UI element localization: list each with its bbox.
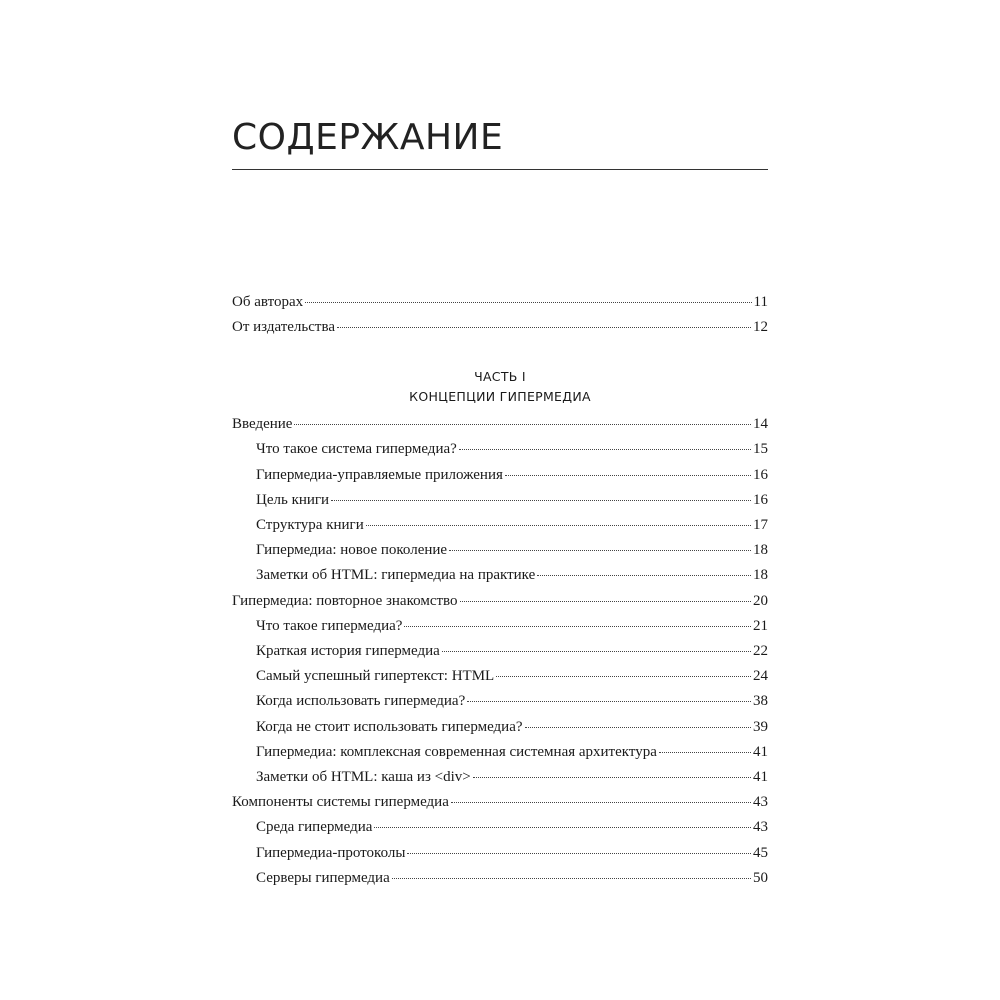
toc-page-number: 41: [753, 769, 768, 785]
toc-entry-label: От издательства: [232, 319, 336, 335]
toc-entry-label: Об авторах: [232, 294, 304, 310]
dot-leader: [442, 651, 751, 652]
toc-page-number: 22: [753, 643, 768, 659]
toc-page-number: 43: [753, 794, 768, 810]
toc-section[interactable]: [256, 515, 768, 535]
toc-entry-label: Структура книги: [256, 517, 364, 533]
toc-section[interactable]: [256, 666, 768, 686]
toc-page-number: 20: [753, 593, 768, 609]
toc-chapter-hypermedia-reintroduction[interactable]: [232, 591, 768, 611]
toc-section[interactable]: [256, 641, 768, 661]
toc-entry-label: Краткая история гипермедиа: [256, 643, 440, 659]
dot-leader: [467, 701, 751, 702]
toc-page-number: 38: [753, 693, 768, 709]
dot-leader: [392, 878, 751, 879]
toc-section[interactable]: [256, 540, 768, 560]
toc-entry-label: Цель книги: [256, 492, 330, 508]
toc-entry-label: Среда гипермедиа: [256, 819, 373, 835]
dot-leader: [331, 500, 751, 501]
toc-section[interactable]: [256, 439, 768, 459]
toc-entry-label: Когда использовать гипермедиа?: [256, 693, 466, 709]
dot-leader: [505, 475, 751, 476]
toc-chapter-introduction[interactable]: [232, 414, 768, 434]
toc-page-number: 15: [753, 441, 768, 457]
toc-entry-label: Когда не стоит использовать гипермедиа?: [256, 719, 523, 735]
dot-leader: [404, 626, 751, 627]
toc-section[interactable]: [256, 817, 768, 837]
toc-entry-label: Гипермедиа: комплексная современная системная архитектура: [256, 744, 657, 760]
toc-page-number: 16: [753, 467, 768, 483]
toc-entry-label: Компоненты системы гипермедиа: [232, 794, 449, 810]
toc-section[interactable]: [256, 565, 768, 585]
toc-entry-label: Самый успешный гипертекст: HTML: [256, 668, 495, 684]
toc-page-number: 24: [753, 668, 768, 684]
toc-section[interactable]: [256, 843, 768, 863]
toc-entry-label: Гипермедиа-управляемые приложения: [256, 467, 503, 483]
dot-leader: [525, 727, 751, 728]
toc-entry-about-authors[interactable]: [232, 292, 768, 312]
toc-page-number: 39: [753, 719, 768, 735]
toc-section[interactable]: [256, 717, 768, 737]
toc-page-number: 43: [753, 819, 768, 835]
toc-entry-label: Что такое гипермедиа?: [256, 618, 403, 634]
dot-leader: [496, 676, 751, 677]
dot-leader: [374, 827, 751, 828]
dot-leader: [366, 525, 751, 526]
dot-leader: [294, 424, 751, 425]
toc-section[interactable]: [256, 465, 768, 485]
dot-leader: [460, 601, 751, 602]
toc-page-number: 45: [753, 845, 768, 861]
toc-section[interactable]: [256, 616, 768, 636]
title-divider: [232, 169, 768, 170]
dot-leader: [659, 752, 751, 753]
part-number: ЧАСТЬ I: [474, 369, 526, 384]
toc-entry-label: Серверы гипермедиа: [256, 870, 390, 886]
dot-leader: [449, 550, 751, 551]
toc-section[interactable]: [256, 742, 768, 762]
toc-page-number: 18: [753, 567, 768, 583]
toc-page-number: 12: [753, 319, 768, 335]
toc-entry-from-publisher[interactable]: [232, 317, 768, 337]
toc-section[interactable]: [256, 490, 768, 510]
part-title: КОНЦЕПЦИИ ГИПЕРМЕДИА: [409, 389, 591, 404]
toc-page-number: 14: [753, 416, 768, 432]
toc-entry-label: Заметки об HTML: каша из <div>: [256, 769, 471, 785]
toc-entry-label: Что такое система гипермедиа?: [256, 441, 457, 457]
toc-page-number: 17: [753, 517, 768, 533]
toc-page-number: 41: [753, 744, 768, 760]
toc-entry-label: Гипермедиа-протоколы: [256, 845, 406, 861]
toc-page-number: 11: [753, 294, 768, 310]
toc-section[interactable]: [256, 767, 768, 787]
toc-section[interactable]: [256, 868, 768, 888]
toc-page-number: 18: [753, 542, 768, 558]
dot-leader: [459, 449, 751, 450]
toc-entry-label: Гипермедиа: новое поколение: [256, 542, 448, 558]
toc-entry-label: Гипермедиа: повторное знакомство: [232, 593, 458, 609]
dot-leader: [407, 853, 751, 854]
toc-entry-label: Введение: [232, 416, 293, 432]
toc-page-number: 16: [753, 492, 768, 508]
toc-page-number: 50: [753, 870, 768, 886]
toc-chapter-hypermedia-components[interactable]: [232, 792, 768, 812]
dot-leader: [473, 777, 751, 778]
dot-leader: [451, 802, 751, 803]
dot-leader: [537, 575, 751, 576]
toc-page-number: 21: [753, 618, 768, 634]
dot-leader: [305, 302, 751, 303]
page-title: СОДЕРЖАНИЕ: [232, 117, 504, 158]
toc-section[interactable]: [256, 691, 768, 711]
toc-entry-label: Заметки об HTML: гипермедиа на практике: [256, 567, 536, 583]
dot-leader: [337, 327, 751, 328]
